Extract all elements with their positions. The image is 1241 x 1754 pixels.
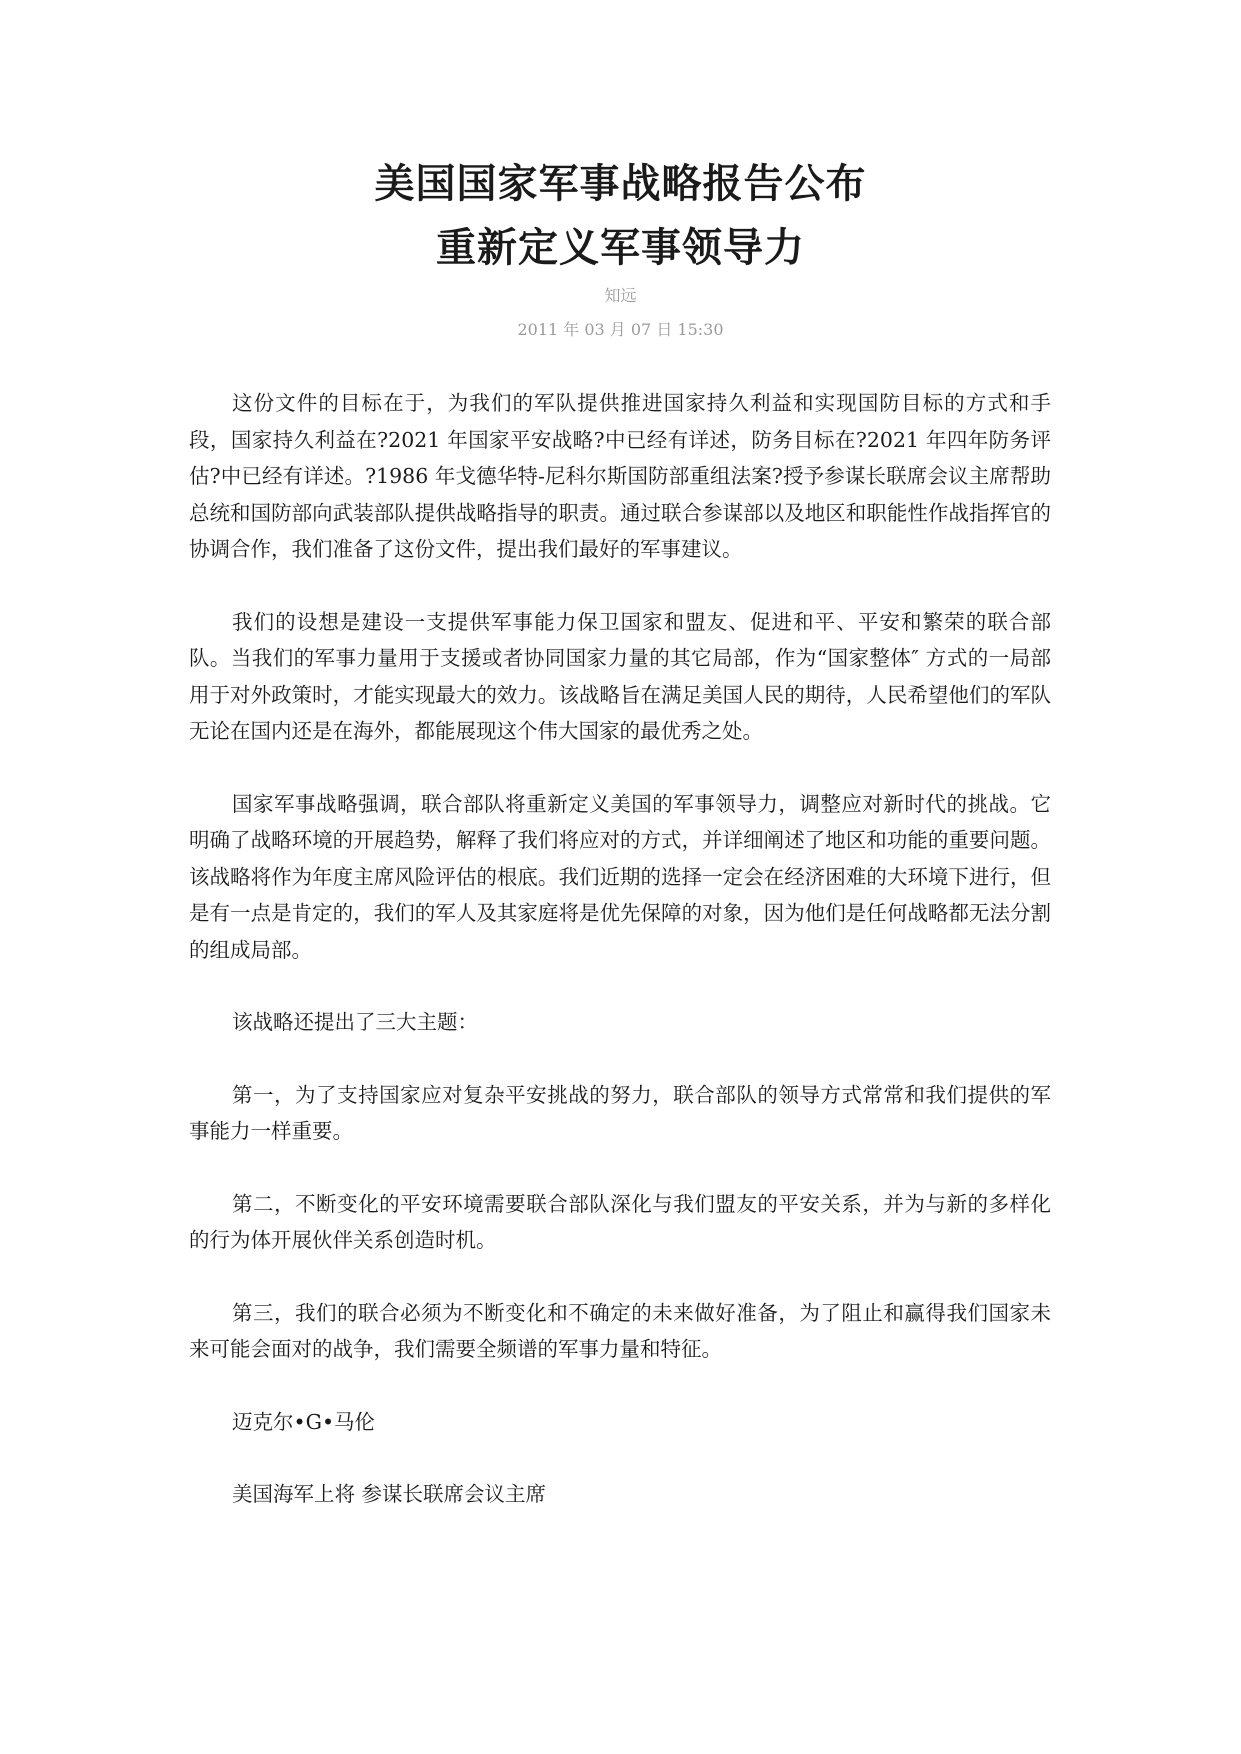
paragraph-theme-3: 第三，我们的联合必须为不断变化和不确定的未来做好准备，为了阻止和赢得我们国家未来可能会面对的战争，我们需要全频谱的军事力量和特征。 — [189, 1300, 1051, 1361]
title-line-1: 美国国家军事战略报告公布 — [374, 161, 867, 207]
signature-name: 迈克尔•G•马伦 — [232, 1409, 376, 1434]
paragraph-vision: 我们的设想是建设一支提供军事能力保卫国家和盟友、促进和平、平安和繁荣的联合部队。当我们的军事力量用于支援或者协同国家力量的其它局部，作为“国家整体″ 方式的一局部用于对外政策时，才能实现最大的效力。该战略旨在满足美国人民的期待，人民希望他们的军队无论在国内还是在海外，都能展现这个伟大国家的最优秀之处。 — [189, 609, 1051, 743]
title-line-2: 重新定义军事领导力 — [436, 225, 805, 271]
paragraph-themes-intro: 该战略还提出了三大主题： — [232, 1010, 478, 1034]
paragraph-strategy: 国家军事战略强调，联合部队将重新定义美国的军事领导力，调整应对新时代的挑战。它明确了战略环境的开展趋势，解释了我们将应对的方式，并详细阐述了地区和功能的重要问题。该战略将作为年度主席风险评估的根底。我们近期的选择一定会在经济困难的大环境下进行，但是有一点是肯定的，我们的军人及其家庭将是优先保障的对象，因为他们是任何战略都无法分割的组成局部。 — [189, 791, 1051, 962]
signature-title: 美国海军上将 参谋长联席会议主席 — [232, 1482, 547, 1506]
paragraph-theme-2: 第二，不断变化的平安环境需要联合部队深化与我们盟友的平安关系，并为与新的多样化的行为体开展伙伴关系创造时机。 — [189, 1191, 1051, 1252]
paragraph-purpose: 这份文件的目标在于，为我们的军队提供推进国家持久利益和实现国防目标的方式和手段，国家持久利益在?2021 年国家平安战略?中已经有详述，防务目标在?2021 年四年防务评估?中已经有详述。?1986 年戈德华特-尼科尔斯国防部重组法案?授予参谋长联席会议主席帮助总统和国防部向武装部队提供战略指导的职责。通过联合参谋部以及地区和职能性作战指挥官的协调合作，我们准备了这份文件，提出我们最好的军事建议。 — [189, 391, 1051, 561]
article-body — [189, 385, 1051, 1549]
article-title — [0, 152, 1241, 280]
publish-date: 2011 年 03 月 07 日 15:30 — [517, 320, 724, 339]
paragraph-theme-1: 第一，为了支持国家应对复杂平安挑战的努力，联合部队的领导方式常常和我们提供的军事能力一样重要。 — [189, 1082, 1051, 1143]
author-name: 知远 — [604, 286, 637, 305]
